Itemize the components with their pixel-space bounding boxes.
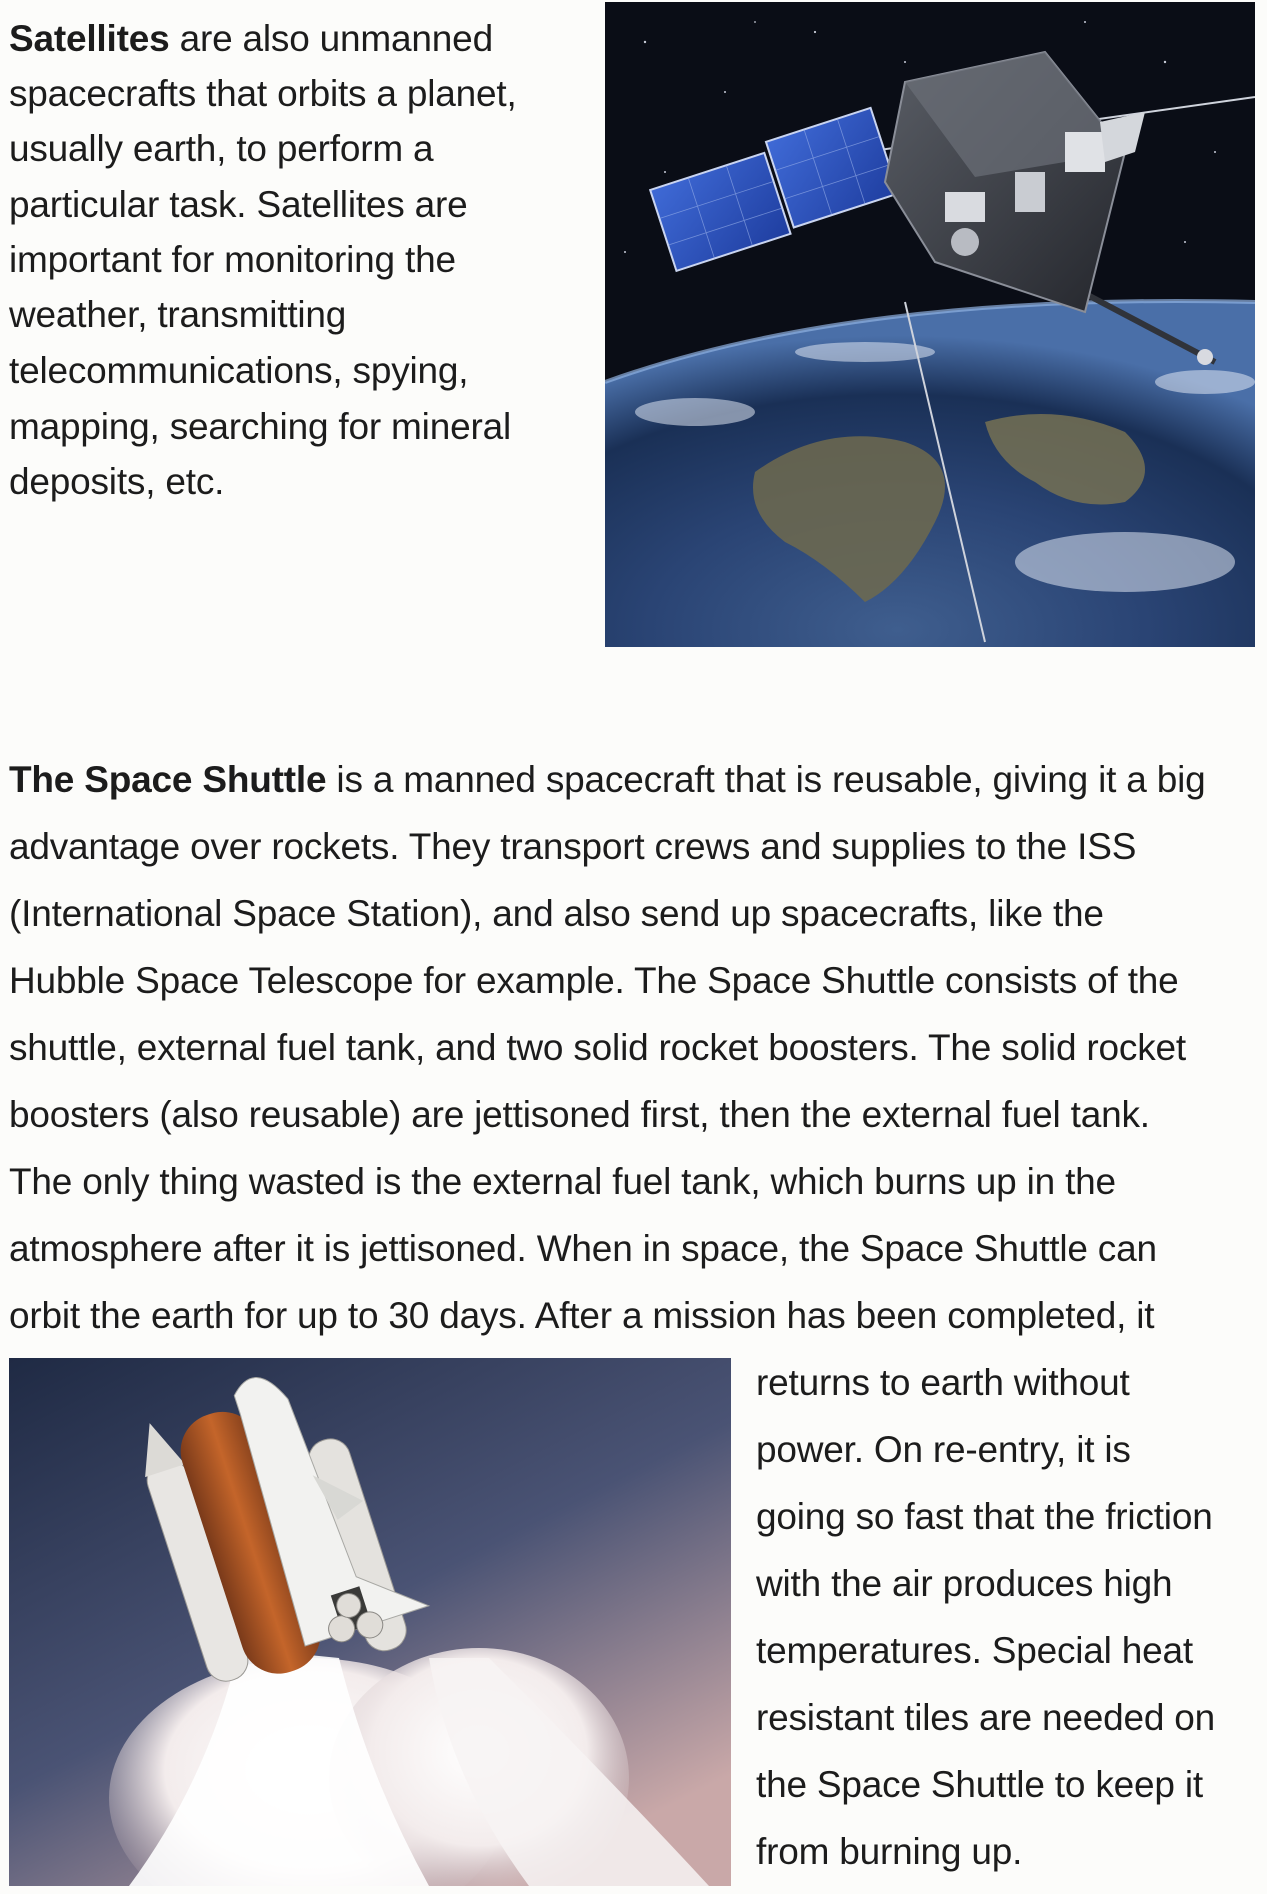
shuttle-line-4: Hubble Space Telescope for example. The Space Shuttle consists of the — [9, 960, 1179, 1001]
shuttle-line-8: atmosphere after it is jettisoned. When in space, the Space Shuttle can — [9, 1228, 1157, 1269]
shuttle-side-line-6: resistant tiles are needed on — [756, 1697, 1216, 1738]
satellite-over-earth-photo — [605, 2, 1255, 647]
shuttle-side-line-7: the Space Shuttle to keep it — [756, 1764, 1203, 1805]
satellites-line-9: deposits, etc. — [9, 461, 225, 502]
shuttle-side-line-2: power. On re-entry, it is — [756, 1429, 1131, 1470]
satellites-line-4: particular task. Satellites are — [9, 184, 468, 225]
shuttle-text: is a manned spacecraft that is reusable, giving it a big — [326, 759, 1206, 800]
satellites-text: are also unmanned — [169, 18, 493, 59]
shuttle-line-1 — [9, 761, 1206, 798]
satellites-line-1 — [9, 20, 493, 57]
shuttle-line-7: The only thing wasted is the external fuel tank, which burns up in the — [9, 1161, 1116, 1202]
shuttle-line-6: boosters (also reusable) are jettisoned first, then the external fuel tank. — [9, 1094, 1150, 1135]
shuttle-line-5: shuttle, external fuel tank, and two solid rocket boosters. The solid rocket — [9, 1027, 1186, 1068]
shuttle-line-3: (International Space Station), and also send up spacecrafts, like the — [9, 893, 1104, 934]
shuttle-side-line-8: from burning up. — [756, 1831, 1023, 1872]
satellites-line-5: important for monitoring the — [9, 239, 456, 280]
space-shuttle-launch-photo — [9, 1358, 731, 1886]
satellites-line-2: spacecrafts that orbits a planet, — [9, 73, 517, 114]
shuttle-side-line-4: with the air produces high — [756, 1563, 1173, 1604]
shuttle-line-9: orbit the earth for up to 30 days. After a mission has been completed, it — [9, 1295, 1155, 1336]
satellites-line-8: mapping, searching for mineral — [9, 406, 511, 447]
satellites-line-6: weather, transmitting — [9, 294, 347, 335]
shuttle-side-line-1: returns to earth without — [756, 1362, 1130, 1403]
shuttle-line-2: advantage over rockets. They transport crews and supplies to the ISS — [9, 826, 1137, 867]
satellites-line-7: telecommunications, spying, — [9, 350, 469, 391]
satellites-line-3: usually earth, to perform a — [9, 128, 434, 169]
shuttle-term: The Space Shuttle — [9, 759, 327, 800]
shuttle-side-line-5: temperatures. Special heat — [756, 1630, 1193, 1671]
shuttle-side-line-3: going so fast that the friction — [756, 1496, 1213, 1537]
satellites-term: Satellites — [9, 18, 170, 59]
